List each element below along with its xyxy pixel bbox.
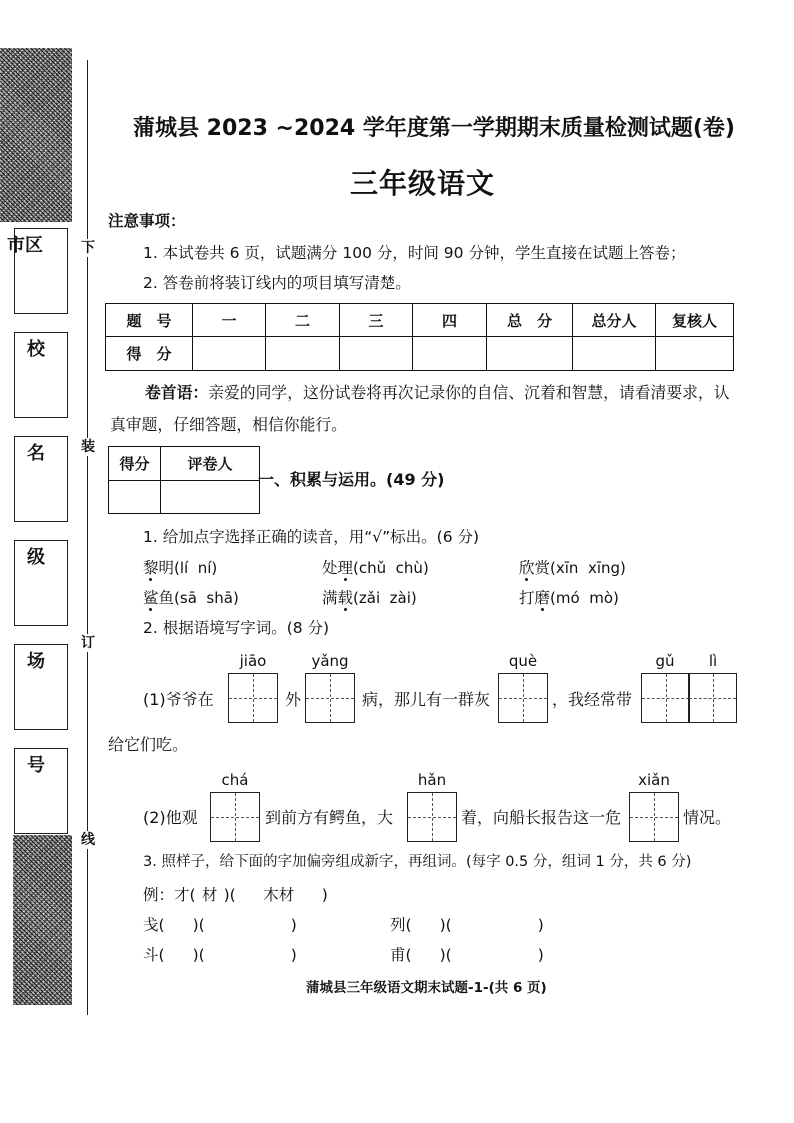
paren: ) — [223, 886, 230, 904]
writing-grid-box — [629, 792, 679, 842]
score-table-header: 三 — [340, 304, 413, 337]
binding-pattern-bottom — [13, 835, 72, 1005]
q1-char: 赏 — [534, 559, 551, 577]
question-2-prompt: 2. 根据语境写字词。(8 分) — [143, 619, 330, 637]
score-cell — [266, 337, 340, 371]
paren: ) — [537, 946, 544, 964]
q3-item — [143, 915, 297, 935]
notice-heading: 注意事项： — [108, 212, 186, 230]
q2-text-segment: 情况。 — [683, 808, 732, 827]
q3-example-word: 木材 — [263, 886, 295, 904]
binding-field-exam-room — [14, 644, 68, 730]
grader-box-score-label: 得分 — [109, 447, 161, 481]
binding-field-label: 市区 — [7, 235, 43, 256]
score-table-header: 总 分 — [487, 304, 573, 337]
pinyin-label: hǎn — [417, 771, 447, 789]
q2-text-segment: (1)爷爷在 — [143, 690, 214, 709]
binding-mark: 下 — [81, 240, 95, 256]
paren: ( — [445, 946, 452, 964]
section-heading: 一、积累与运用。(49 分) — [258, 470, 445, 489]
paren: ) — [439, 916, 446, 934]
binding-field-label: 场 — [27, 651, 45, 672]
subject-title: 三年级语文 — [350, 167, 496, 200]
q3-example — [143, 885, 328, 905]
preface-line — [145, 383, 730, 403]
q1-item — [519, 588, 619, 608]
q1-char: 欣 — [519, 559, 535, 577]
score-table-header-row — [106, 304, 734, 337]
paren: ) — [192, 946, 199, 964]
score-cell — [487, 337, 573, 371]
q1-item — [322, 558, 429, 578]
paren: ( — [158, 916, 165, 934]
binding-field-label: 号 — [27, 755, 45, 776]
q2-text-segment: 病，那儿有一群灰 — [362, 690, 491, 709]
paren: ) — [290, 946, 297, 964]
exam-title: 蒲城县 2023 ~2024 学年度第一学期期末质量检测试题(卷) — [133, 116, 735, 141]
q3-item — [390, 915, 544, 935]
binding-field-exam-number — [14, 748, 68, 834]
binding-field-label: 校 — [27, 339, 45, 360]
binding-mark: 装 — [81, 439, 95, 455]
paren: ( — [445, 916, 452, 934]
pinyin-label: gǔ — [655, 652, 675, 670]
writing-grid-box — [210, 792, 260, 842]
writing-grid-box — [228, 673, 278, 723]
q2-text-segment: (2)他观 — [143, 808, 198, 827]
q3-item — [390, 945, 544, 965]
q3-item — [143, 945, 297, 965]
score-cell — [573, 337, 656, 371]
binding-field-district — [7, 228, 68, 314]
q3-example-char: 才 — [174, 886, 190, 904]
binding-field-label: 名 — [27, 443, 45, 464]
pinyin-label: lì — [708, 652, 718, 670]
pinyin-label: jiāo — [239, 652, 267, 670]
writing-grid-box — [305, 673, 355, 723]
q2-text-segment: ，我经常带 — [552, 690, 633, 709]
score-table-header: 二 — [266, 304, 340, 337]
paren: ) — [439, 946, 446, 964]
section-grader-box — [108, 446, 260, 514]
q1-options: (zǎi zài) — [353, 589, 417, 607]
q1-char: 鲨 — [143, 589, 159, 607]
grader-box-score-cell — [109, 481, 161, 514]
q1-char: 处 — [322, 559, 338, 577]
paren: ) — [321, 886, 328, 904]
score-cell — [656, 337, 734, 371]
score-table-header: 题 号 — [106, 304, 193, 337]
score-table-header: 一 — [193, 304, 266, 337]
paren: ( — [405, 916, 412, 934]
paren: ( — [405, 946, 412, 964]
score-table-header: 总分人 — [573, 304, 656, 337]
pinyin-label: chá — [221, 771, 249, 789]
pinyin-label: què — [508, 652, 538, 670]
preface-text: 亲爱的同学，这份试卷将再次记录你的自信、沉着和智慧，请看清要求，认 — [208, 383, 730, 402]
score-cell — [340, 337, 413, 371]
q1-item — [143, 558, 217, 578]
q1-char: 载 — [337, 589, 354, 607]
q1-options: (sā shā) — [174, 589, 239, 607]
paren: ( — [189, 886, 196, 904]
q1-options: (chǔ chù) — [353, 559, 429, 577]
q3-example-new-char: 材 — [201, 886, 218, 904]
q1-char: 黎 — [143, 559, 159, 577]
q2-text-segment: 外 — [285, 690, 302, 709]
paren: ( — [198, 916, 205, 934]
writing-grid-box — [641, 673, 690, 723]
q1-item — [519, 558, 626, 578]
paren: ) — [537, 916, 544, 934]
q1-char: 明 — [158, 559, 175, 577]
binding-field-name — [14, 436, 68, 522]
notice-item: 1. 本试卷共 6 页，试题满分 100 分，时间 90 分钟，学生直接在试题上答卷； — [143, 244, 686, 262]
binding-pattern-top — [0, 48, 72, 222]
q1-options: (xīn xīng) — [550, 559, 626, 577]
paren: ( — [198, 946, 205, 964]
grader-box-grader-label: 评卷人 — [161, 447, 260, 481]
paren: ) — [192, 916, 199, 934]
q1-char: 磨 — [534, 589, 551, 607]
score-cell — [193, 337, 266, 371]
q1-char: 鱼 — [158, 589, 175, 607]
q1-options: (lí ní) — [174, 559, 218, 577]
q3-example-label: 例： — [143, 886, 175, 904]
binding-mark: 线 — [81, 832, 95, 848]
q1-char: 满 — [322, 589, 338, 607]
writing-grid-box — [688, 673, 737, 723]
binding-mark: 订 — [81, 635, 95, 651]
q3-item-char: 甫 — [390, 946, 406, 964]
pinyin-label: xiǎn — [638, 771, 670, 789]
binding-field-school — [14, 332, 68, 418]
score-table — [105, 303, 734, 371]
writing-grid-box — [407, 792, 457, 842]
preface-line: 真审题，仔细答题，相信你能行。 — [110, 415, 347, 434]
question-1-prompt: 1. 给加点字选择正确的读音，用“√”标出。(6 分) — [143, 528, 480, 546]
question-3-prompt: 3. 照样子，给下面的字加偏旁组成新字，再组词。(每字 0.5 分，组词 1 分，共 6 分) — [143, 854, 692, 870]
q2-text-segment: 着，向船长报告这一危 — [461, 808, 622, 827]
q2-text-segment: 到前方有鳄鱼，大 — [265, 808, 394, 827]
writing-grid-box — [498, 673, 548, 723]
q2-text-continuation: 给它们吃。 — [108, 735, 189, 754]
q1-options: (mó mò) — [550, 589, 619, 607]
score-table-header: 复核人 — [656, 304, 734, 337]
page-footer: 蒲城县三年级语文期末试题-1-(共 6 页) — [306, 980, 547, 996]
preface-label: 卷首语： — [145, 383, 209, 402]
score-row-label: 得 分 — [106, 337, 193, 371]
paren: ( — [158, 946, 165, 964]
grader-box-grader-cell — [161, 481, 260, 514]
notice-item: 2. 答卷前将装订线内的项目填写清楚。 — [143, 274, 411, 292]
score-cell — [413, 337, 487, 371]
binding-field-label: 级 — [27, 547, 45, 568]
paren: ( — [229, 886, 236, 904]
q1-item — [143, 588, 239, 608]
q1-char: 理 — [337, 559, 354, 577]
score-table-score-row — [106, 337, 734, 371]
q3-item-char: 列 — [390, 916, 406, 934]
binding-field-class — [14, 540, 68, 626]
q3-item-char: 戋 — [143, 916, 159, 934]
q3-item-char: 斗 — [143, 946, 159, 964]
binding-line — [87, 60, 88, 1015]
pinyin-label: yǎng — [311, 652, 349, 670]
score-table-header: 四 — [413, 304, 487, 337]
paren: ) — [290, 916, 297, 934]
q1-char: 打 — [519, 589, 535, 607]
q1-item — [322, 588, 417, 608]
